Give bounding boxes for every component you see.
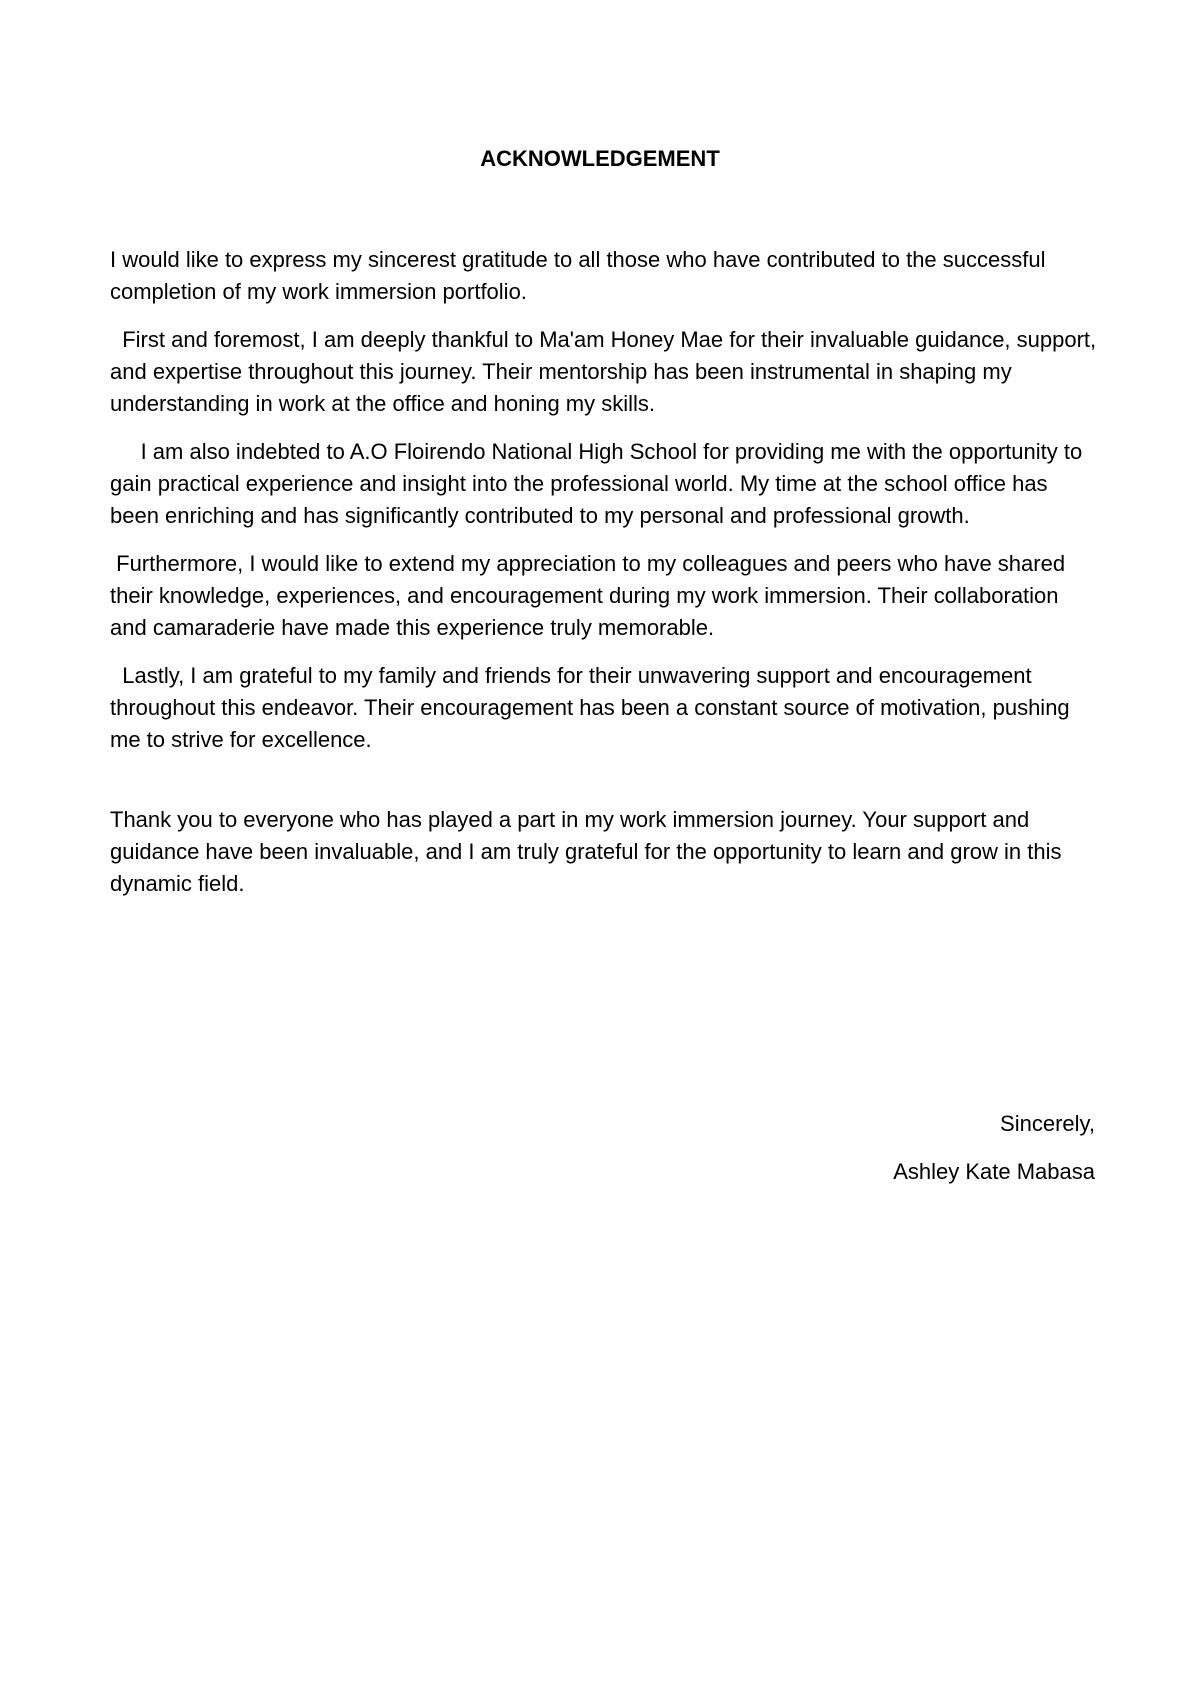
paragraph-closing: Thank you to everyone who has played a part in my work immersion journey. Your support and guidance have been invaluable, and I am truly grateful for the opportunity to learn and grow in this dynamic field. (110, 807, 1068, 896)
signature-block (893, 1108, 1095, 1204)
paragraph-mentor: First and foremost, I am deeply thankful to Ma'am Honey Mae for their invaluable guidance, support, and expertise throughout this journey. Their mentorship has been instrumental in shaping my understanding in work at the office and honing my skills. (110, 327, 1103, 416)
author-name: Ashley Kate Mabasa (893, 1159, 1095, 1184)
paragraph-family: Lastly, I am grateful to my family and friends for their unwavering support and encouragement throughout this endeavor. Their encouragement has been a constant source of motivation, pushing me to strive for excellence. (110, 663, 1076, 752)
document-title: ACKNOWLEDGEMENT (480, 146, 720, 171)
paragraph-school: I am also indebted to A.O Floirendo National High School for providing me with the opportunity to gain practical experience and insight into the professional world. My time at the school office has been enriching and has significantly contributed to my personal and professional growth. (110, 439, 1089, 528)
document-body (110, 244, 1103, 916)
paragraph-colleagues: Furthermore, I would like to extend my appreciation to my colleagues and peers who have shared their knowledge, experiences, and encouragement during my work immersion. Their collaboration and camaraderie have made this experience truly memorable. (110, 551, 1072, 640)
signoff-text: Sincerely, (1000, 1111, 1095, 1136)
paragraph-intro: I would like to express my sincerest gratitude to all those who have contributed to the successful completion of my work immersion portfolio. (110, 247, 1052, 304)
